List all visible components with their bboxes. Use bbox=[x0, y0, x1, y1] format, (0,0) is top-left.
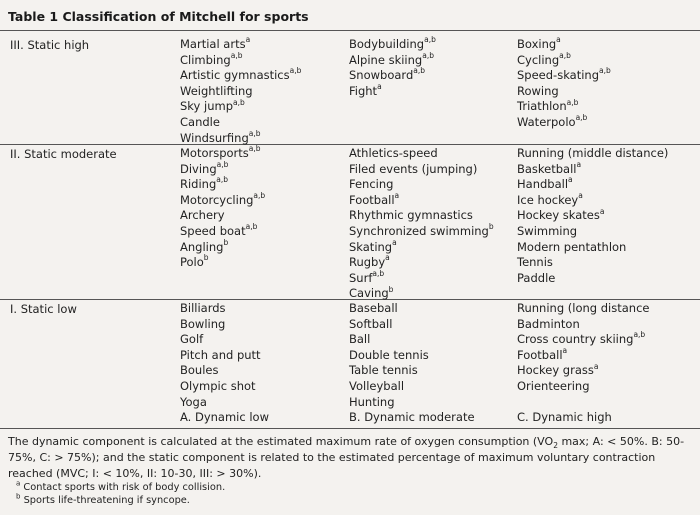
sport-item bbox=[180, 255, 345, 271]
sport-item bbox=[180, 68, 345, 84]
note-text: Sports life-threatening if syncope. bbox=[23, 495, 190, 507]
sport-name: Baseball bbox=[349, 301, 398, 315]
sport-name: Bodybuilding bbox=[349, 37, 425, 51]
table-footnote bbox=[8, 434, 696, 507]
sport-item bbox=[517, 146, 697, 162]
sport-name: Ball bbox=[349, 332, 371, 347]
sport-item bbox=[180, 363, 345, 379]
sport-item bbox=[517, 177, 697, 193]
footnote-part-2: max; A: < 50%. B: 50-75%, C: > 75%); and the static component is related to the estimated percentage of maximum voluntary contraction reached (MVC; I: < 10%, II: 10-30, III: > 30%). bbox=[8, 435, 685, 480]
sport-name: Cross country skiing bbox=[517, 332, 634, 347]
row-label-static-low: I. Static low bbox=[10, 302, 77, 316]
sport-name: Orienteering bbox=[517, 378, 590, 393]
sport-name: Volleyball bbox=[349, 378, 405, 393]
sport-footnote-mark: a,b bbox=[216, 175, 229, 185]
sport-item bbox=[180, 190, 345, 209]
sport-name: Pitch and putt bbox=[180, 347, 261, 362]
sport-item bbox=[517, 379, 697, 395]
sport-item bbox=[517, 240, 697, 256]
sport-item bbox=[517, 208, 697, 224]
sport-item bbox=[517, 37, 697, 53]
sport-name: Golf bbox=[180, 332, 204, 347]
table-title: Table 1 Classification of Mitchell for sports bbox=[8, 9, 309, 24]
sport-name: Billiards bbox=[180, 301, 226, 315]
sport-name: Paddle bbox=[517, 270, 556, 285]
sport-item bbox=[517, 410, 697, 426]
sport-footnote-mark: a,b bbox=[233, 97, 245, 107]
sport-name: Swimming bbox=[517, 223, 578, 238]
sport-name: Cycling bbox=[517, 52, 560, 67]
sport-footnote-mark: b bbox=[203, 253, 209, 263]
sport-name: Artistic gymnastics bbox=[180, 68, 290, 83]
sport-item bbox=[349, 332, 514, 348]
sport-name: Rhythmic gymnastics bbox=[349, 208, 473, 223]
row-label-static-moderate: II. Static moderate bbox=[10, 147, 117, 161]
sport-footnote-mark: a,b bbox=[566, 97, 579, 107]
sport-item bbox=[180, 224, 345, 240]
sport-item bbox=[180, 332, 345, 348]
sport-item bbox=[180, 317, 345, 333]
sport-name: Caving bbox=[349, 286, 389, 301]
sport-name: Modern pentathlon bbox=[517, 239, 627, 254]
table-title-bar bbox=[0, 0, 700, 31]
sport-name: Athletics-speed bbox=[349, 146, 438, 160]
sport-name: Hockey skates bbox=[517, 208, 600, 223]
sport-name: Basketball bbox=[517, 161, 577, 176]
sport-name: Running (middle distance) bbox=[517, 146, 669, 160]
sport-name: Archery bbox=[180, 208, 225, 223]
sport-item bbox=[180, 159, 345, 178]
sport-name: A. Dynamic low bbox=[180, 410, 269, 425]
sport-item bbox=[349, 146, 514, 162]
sport-name: Rugby bbox=[349, 255, 386, 270]
sport-name: Motorcycling bbox=[180, 192, 254, 207]
sport-name: Skating bbox=[349, 239, 393, 254]
sport-footnote-mark: a,b bbox=[245, 222, 258, 232]
sport-footnote-mark: b bbox=[388, 284, 394, 294]
sport-name: Martial arts bbox=[180, 37, 246, 51]
sport-name: Candle bbox=[180, 114, 220, 129]
sport-item bbox=[349, 162, 514, 178]
sport-name: Riding bbox=[180, 177, 217, 192]
sport-item bbox=[180, 99, 345, 115]
sport-item bbox=[517, 190, 697, 209]
sport-item bbox=[180, 301, 345, 317]
sport-footnote-mark: a,b bbox=[599, 66, 611, 76]
sport-footnote-mark: a,b bbox=[424, 35, 436, 45]
note-text: Contact sports with risk of body collision. bbox=[23, 482, 226, 494]
sport-footnote-mark: a,b bbox=[248, 128, 261, 138]
sport-item bbox=[349, 81, 514, 100]
sport-item bbox=[180, 128, 345, 147]
sport-name: Fight bbox=[349, 83, 378, 98]
row-label-static-high: III. Static high bbox=[10, 38, 90, 52]
sport-footnote-mark: a bbox=[568, 175, 573, 185]
sport-footnote-mark: a,b bbox=[559, 50, 571, 60]
cell-static-low-dynamic-moderate bbox=[349, 301, 514, 426]
sport-name: Softball bbox=[349, 316, 393, 331]
sport-footnote-mark: b bbox=[488, 222, 494, 232]
sport-item bbox=[349, 237, 514, 256]
sport-item bbox=[517, 345, 697, 364]
footnote-subscript: 2 bbox=[553, 441, 558, 451]
sport-name: Yoga bbox=[180, 394, 207, 409]
sport-name: Bowling bbox=[180, 316, 226, 331]
sport-item bbox=[349, 395, 514, 411]
sport-item bbox=[517, 332, 697, 348]
sport-item bbox=[517, 224, 697, 240]
sport-item bbox=[349, 301, 514, 317]
sport-item bbox=[180, 84, 345, 100]
sport-name: Speed boat bbox=[180, 223, 246, 238]
sport-item bbox=[517, 84, 697, 100]
sport-name: Fencing bbox=[349, 177, 394, 192]
sport-item bbox=[180, 146, 345, 162]
sport-name: Football bbox=[349, 192, 395, 207]
sport-footnote-mark: a,b bbox=[289, 66, 302, 76]
sport-item bbox=[349, 68, 514, 84]
sport-footnote-mark: a bbox=[556, 35, 561, 45]
sport-name: Hockey grass bbox=[517, 363, 594, 378]
sport-name: Double tennis bbox=[349, 347, 429, 362]
sport-footnote-mark: a,b bbox=[575, 113, 588, 123]
cell-static-moderate-dynamic-low bbox=[180, 146, 345, 271]
note-mark: b bbox=[16, 493, 21, 502]
sport-footnote-mark: a,b bbox=[372, 268, 385, 278]
sport-item bbox=[349, 286, 514, 302]
sport-item bbox=[517, 301, 697, 317]
sport-name: Olympic shot bbox=[180, 378, 256, 393]
sport-item bbox=[517, 68, 697, 84]
sport-item bbox=[180, 348, 345, 364]
sport-name: Diving bbox=[180, 161, 217, 176]
sport-item bbox=[180, 50, 345, 69]
sport-footnote-mark: a bbox=[576, 159, 582, 169]
sport-name: Boules bbox=[180, 363, 219, 378]
sport-footnote-mark: a,b bbox=[422, 50, 434, 60]
sport-item bbox=[349, 363, 514, 379]
sport-name: Synchronized swimming bbox=[349, 223, 489, 238]
sport-footnote-mark: a bbox=[394, 190, 400, 200]
sport-footnote-mark: a bbox=[245, 35, 251, 45]
sport-name: Motorsports bbox=[180, 146, 249, 160]
sport-name: Alpine skiing bbox=[349, 52, 423, 67]
sport-footnote-mark: a bbox=[593, 361, 599, 371]
sport-item bbox=[349, 190, 514, 209]
sport-item bbox=[180, 37, 345, 53]
footnote-part-1: The dynamic component is calculated at the estimated maximum rate of oxygen consumption (VO bbox=[8, 435, 554, 448]
sport-item bbox=[517, 271, 697, 287]
sport-name: Triathlon bbox=[517, 99, 567, 114]
sport-name: Badminton bbox=[517, 316, 580, 331]
sport-name: Ice hockey bbox=[517, 192, 579, 207]
sport-name: Sky jump bbox=[180, 99, 233, 114]
sport-name: Snowboard bbox=[349, 68, 414, 83]
sport-item bbox=[180, 208, 345, 224]
sport-name: Filed events (jumping) bbox=[349, 161, 478, 176]
sport-name: Weightlifting bbox=[180, 83, 253, 98]
sport-item bbox=[180, 379, 345, 395]
sport-name: Football bbox=[517, 347, 563, 362]
cell-static-high-dynamic-high bbox=[517, 37, 697, 131]
cell-static-high-dynamic-low bbox=[180, 37, 345, 146]
sport-name: Running (long distance bbox=[517, 301, 650, 315]
sport-footnote-mark: a,b bbox=[633, 330, 646, 340]
cell-static-moderate-dynamic-high bbox=[517, 146, 697, 286]
sport-footnote-mark: a,b bbox=[413, 66, 425, 76]
footnote-note-b bbox=[8, 494, 696, 507]
sport-item bbox=[517, 317, 697, 333]
sport-item bbox=[517, 363, 697, 379]
sport-footnote-mark: a bbox=[377, 81, 382, 91]
sport-item bbox=[349, 177, 514, 193]
sport-item bbox=[180, 395, 345, 411]
sport-item bbox=[349, 224, 514, 240]
sport-footnote-mark: a bbox=[562, 345, 568, 355]
table-bottom-rule bbox=[0, 428, 700, 429]
sport-name: Table tennis bbox=[349, 363, 418, 378]
sport-item bbox=[349, 317, 514, 333]
sport-name: Boxing bbox=[517, 37, 557, 51]
sport-footnote-mark: a bbox=[599, 206, 605, 216]
sport-item bbox=[180, 115, 345, 131]
sport-name: Angling bbox=[180, 239, 224, 254]
sport-name: Speed-skating bbox=[517, 68, 599, 83]
sport-name: B. Dynamic moderate bbox=[349, 410, 475, 425]
sport-item bbox=[349, 348, 514, 364]
sport-name: Windsurfing bbox=[180, 130, 249, 145]
footnote-text bbox=[8, 434, 696, 481]
footnote-note-a bbox=[8, 481, 696, 494]
sport-name: C. Dynamic high bbox=[517, 410, 612, 425]
sport-item bbox=[349, 410, 514, 426]
cell-static-high-dynamic-moderate bbox=[349, 37, 514, 99]
sport-footnote-mark: a,b bbox=[248, 144, 261, 154]
sport-name: Hunting bbox=[349, 394, 395, 409]
sport-item bbox=[517, 159, 697, 178]
cell-static-low-dynamic-low bbox=[180, 301, 345, 426]
sport-item bbox=[517, 115, 697, 131]
sport-item bbox=[349, 379, 514, 395]
cell-static-low-dynamic-high bbox=[517, 301, 697, 426]
sport-item bbox=[349, 268, 514, 287]
sport-name: Rowing bbox=[517, 83, 559, 98]
sport-footnote-mark: b bbox=[223, 237, 229, 247]
sport-name: Surf bbox=[349, 270, 373, 285]
sport-item bbox=[517, 99, 697, 115]
sport-footnote-mark: a,b bbox=[216, 159, 229, 169]
row-divider bbox=[0, 144, 700, 145]
sport-footnote-mark: a bbox=[385, 253, 390, 263]
sport-name: Climbing bbox=[180, 52, 231, 67]
sport-name: Handball bbox=[517, 177, 569, 192]
cell-static-moderate-dynamic-moderate bbox=[349, 146, 514, 302]
sport-footnote-mark: a bbox=[392, 237, 397, 247]
sport-name: Polo bbox=[180, 255, 204, 270]
sport-item bbox=[349, 50, 514, 69]
sport-footnote-mark: a bbox=[578, 190, 583, 200]
sport-item bbox=[517, 255, 697, 271]
sport-footnote-mark: a,b bbox=[253, 190, 266, 200]
sport-footnote-mark: a,b bbox=[230, 50, 243, 60]
sport-item bbox=[180, 410, 345, 426]
sport-name: Tennis bbox=[517, 255, 553, 270]
sport-name: Waterpolo bbox=[517, 114, 576, 129]
sport-item bbox=[517, 395, 697, 411]
note-mark: a bbox=[16, 480, 21, 489]
